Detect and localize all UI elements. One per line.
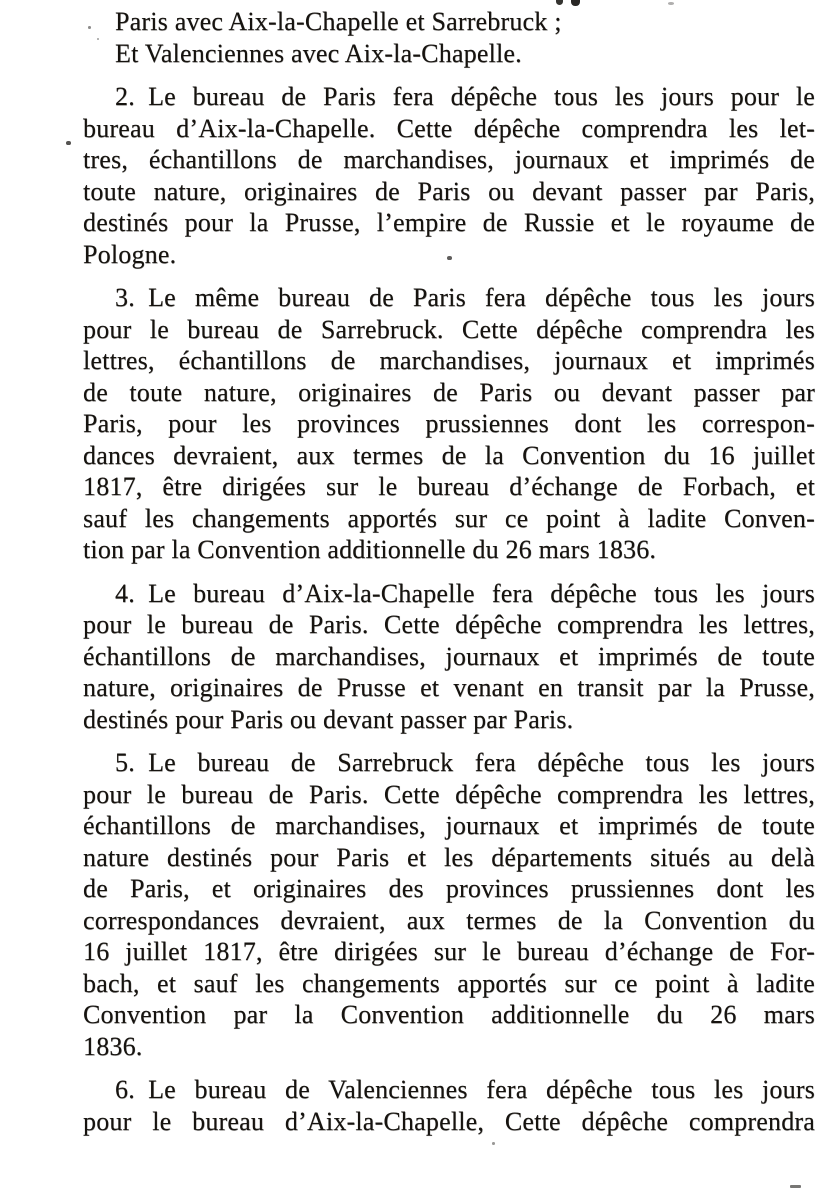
text-line: échantillons de marchandises, journaux et imprimés de toute bbox=[83, 641, 815, 671]
text-line: nature, originaires de Prusse et venant en transit par la Prusse, bbox=[83, 673, 815, 702]
text-line: pour le bureau de Sarrebruck. Cette dépêche comprendra les bbox=[83, 314, 815, 344]
text-line: destinés pour la Prusse, l’empire de Russie et le royaume de bbox=[83, 208, 815, 237]
text-line: 1817, être dirigées sur le bureau d’échange de Forbach, et bbox=[83, 472, 815, 501]
text-line: 6. Le bureau de Valenciennes fera dépêche tous les jours bbox=[115, 1075, 815, 1104]
paragraph-3 bbox=[83, 282, 815, 566]
paragraph-6 bbox=[83, 1074, 815, 1137]
text-line: bach, et sauf les changements apportés sur ce point à ladite bbox=[83, 968, 815, 998]
text-line: tion par la Convention additionnelle du 26 mars 1836. bbox=[83, 535, 657, 564]
intro-line: Et Valenciennes avec Aix-la-Chapelle. bbox=[115, 38, 522, 68]
text-line: Paris, pour les provinces prussiennes dont les correspon- bbox=[83, 409, 815, 438]
text-line: Convention par la Convention additionnelle du 26 mars bbox=[83, 1000, 815, 1029]
text-line: correspondances devraient, aux termes de la Convention du bbox=[83, 905, 815, 935]
text-line: nature destinés pour Paris et les départements situés au delà bbox=[83, 842, 815, 872]
text-column bbox=[83, 6, 815, 1137]
scan-speck bbox=[492, 1142, 495, 1145]
scan-speck bbox=[668, 2, 674, 5]
crop-artifact-top bbox=[556, 0, 563, 5]
text-line: échantillons de marchandises, journaux et imprimés de toute bbox=[83, 811, 815, 840]
text-line: destinés pour Paris ou devant passer par Paris. bbox=[83, 704, 574, 734]
paragraph-2 bbox=[83, 81, 815, 270]
text-line: sauf les changements apportés sur ce point à ladite Conven- bbox=[83, 503, 815, 533]
text-line: 3. Le même bureau de Paris fera dépêche tous les jours bbox=[115, 283, 815, 312]
paragraph-4 bbox=[83, 578, 815, 736]
scan-speck bbox=[66, 141, 71, 145]
text-line: 5. Le bureau de Sarrebruck fera dépêche tous les jours bbox=[115, 748, 815, 777]
text-line: 1836. bbox=[83, 1031, 143, 1061]
scan-speck bbox=[790, 1185, 801, 1188]
text-line: pour le bureau de Paris. Cette dépêche comprendra les lettres, bbox=[83, 610, 815, 639]
text-line: de Paris, et originaires des provinces prussiennes dont les bbox=[83, 874, 815, 903]
text-line: toute nature, originaires de Paris ou devant passer par Paris, bbox=[83, 176, 815, 206]
intro-line: Paris avec Aix-la-Chapelle et Sarrebruck ; bbox=[115, 7, 562, 36]
text-line: bureau d’Aix-la-Chapelle. Cette dépêche comprendra les let- bbox=[83, 113, 815, 143]
text-line: dances devraient, aux termes de la Convention du 16 juillet bbox=[83, 440, 815, 470]
paragraph-5 bbox=[83, 747, 815, 1062]
text-line: 2. Le bureau de Paris fera dépêche tous les jours pour le bbox=[115, 82, 815, 111]
text-line: 16 juillet 1817, être dirigées sur le bureau d’échange de For- bbox=[83, 937, 815, 966]
text-line: tres, échantillons de marchandises, journaux et imprimés de bbox=[83, 145, 815, 174]
text-line: 4. Le bureau d’Aix-la-Chapelle fera dépêche tous les jours bbox=[115, 578, 815, 608]
text-line: pour le bureau d’Aix-la-Chapelle, Cette dépêche comprendra bbox=[83, 1106, 815, 1136]
text-line: lettres, échantillons de marchandises, journaux et imprimés bbox=[83, 346, 815, 375]
intro-block bbox=[83, 6, 815, 69]
text-line: de toute nature, originaires de Paris ou devant passer par bbox=[83, 377, 815, 407]
text-line: Pologne. bbox=[83, 239, 177, 269]
text-line: pour le bureau de Paris. Cette dépêche comprendra les lettres, bbox=[83, 779, 815, 809]
